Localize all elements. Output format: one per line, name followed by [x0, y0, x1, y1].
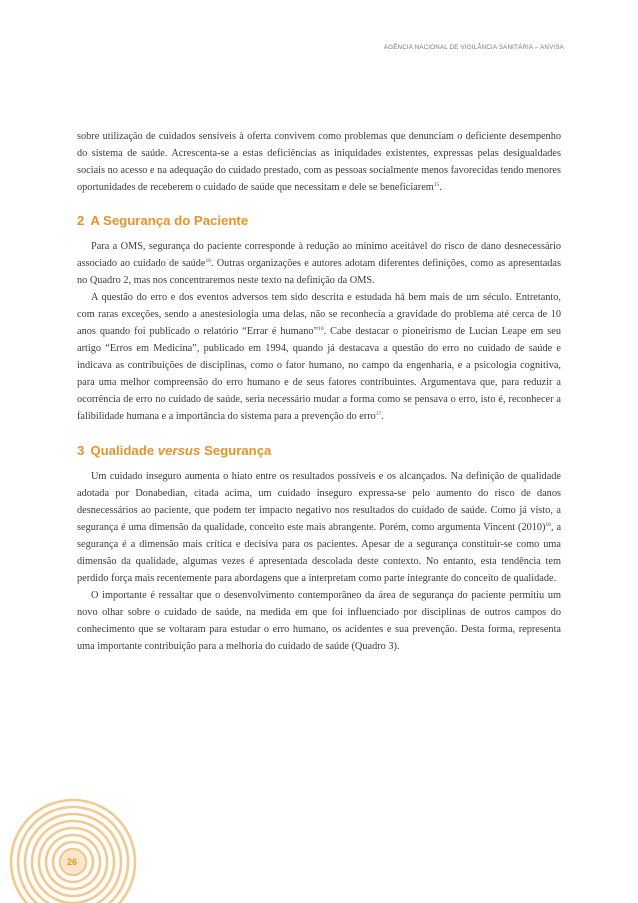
intro-end: . [439, 182, 442, 193]
paragraph-text: . Cabe destacar o pioneirismo de Lucian Leape em seu artigo “Erros em Medicina”, publicado em 1994, quando já destacava a questão do erro no cuidado de saúde e indicava as contribuições de disciplinas, como o fator humano, no campo da engenharia, e a psicologia cognitiva, para uma melhor compreensão do erro humano e de seus fatores contribuintes. Argumentava que, para reduzir a ocorrência de erro no cuidado de saúde, seria necessário mudar a forma como se pensava o erro, isto é, reconhecer a falibilidade humana e a importância do sistema para a prevenção do erro [77, 326, 561, 422]
section-heading-seguranca [77, 213, 561, 228]
citation-ref: 15 [433, 182, 440, 188]
citation-ref: 17 [375, 411, 382, 417]
paragraph-text: Um cuidado inseguro aumenta o hiato entre os resultados possíveis e os alcançados. Na definição de qualidade adotada por Donabedian, citada acima, um cuidado inseguro expressa-se pelo aumento do risco de danos desnecessários ao paciente, que podem ter impacto negativo nos resultados do cuidado de saúde. Como já visto, a segurança é uma dimensão da qualidade, conceito este mais abrangente. Porém, como argumenta Vincent (2010) [77, 471, 561, 533]
section2-paragraph-1 [77, 238, 561, 289]
section-title-part: Qualidade [90, 443, 158, 458]
decorative-rings [0, 790, 150, 903]
section-title: A Segurança do Paciente [90, 213, 249, 228]
section-title-part: Segurança [200, 443, 272, 458]
paragraph-text: , a segurança é a dimensão mais crítica e decisiva para os pacientes. Apesar de a segurança constituir-se como uma dimensão da qualidade, algumas vezes é apresentada descolada deste contexto. No entanto, esta tendência tem perdido força mais recentemente para abordagens que a interpretam como parte integrante do conceito de qualidade. [77, 522, 562, 584]
running-header: AGÊNCIA NACIONAL DE VIGILÂNCIA SANITÁRIA – ANVISA [383, 44, 564, 51]
section-heading-qualidade [77, 443, 561, 458]
section3-paragraph-2: O importante é ressaltar que o desenvolvimento contemporâneo da área de segurança do paciente permitiu um novo olhar sobre o cuidado de saúde, na medida em que foi influenciado por disciplinas de outros campos do conhecimento que se voltaram para estudar o erro humano, os acidentes e sua prevenção. Desta forma, representa uma importante contribuição para a melhoria do cuidado de saúde (Quadro 3). [77, 590, 561, 652]
paragraph-text: . Outras organizações e autores adotam diferentes definições, como as apresentadas no Quadro 2, mas nos concentraremos neste texto na definição da OMS. [77, 258, 561, 286]
section2-paragraph-2 [77, 289, 561, 425]
page-content [77, 128, 561, 655]
paragraph-text: A questão do erro e dos eventos adversos tem sido descrita e estudada há bem mais de um século. Entretanto, com raras exceções, sendo a anestesiologia uma delas, não se reconhecia a gravidade do problema até cerca de 10 anos quando foi publicado o relatório “Errar é humano” [77, 292, 561, 337]
section-number: 3 [77, 443, 85, 458]
paragraph-text: . [381, 411, 384, 422]
paragraph-text: Para a OMS, segurança do paciente corresponde à redução ao mínimo aceitável do risco de dano desnecessário associado ao cuidado de saúde [77, 241, 561, 269]
page-number: 26 [67, 857, 78, 867]
citation-ref: 10 [318, 326, 324, 332]
intro-paragraph [77, 128, 561, 196]
section-number: 2 [77, 213, 85, 228]
section-title-emphasis: versus [157, 443, 201, 458]
intro-text: sobre utilização de cuidados sensíveis à oferta convivem como problemas que denunciam o deficiente desempenho do sistema de saúde. Acrescenta-se a estas deficiências as iniquidades existentes, expressas pelas desigualdades sociais no acesso e na adequação do cuidado prestado, com as pessoas socialmente menos favorecidas tendo menores oportunidades de receberem o cuidado de saúde que necessitam e dele se beneficiarem [77, 131, 561, 193]
citation-ref: 16 [205, 258, 211, 264]
citation-ref: 10 [545, 522, 551, 528]
section3-paragraph-1 [77, 468, 561, 587]
